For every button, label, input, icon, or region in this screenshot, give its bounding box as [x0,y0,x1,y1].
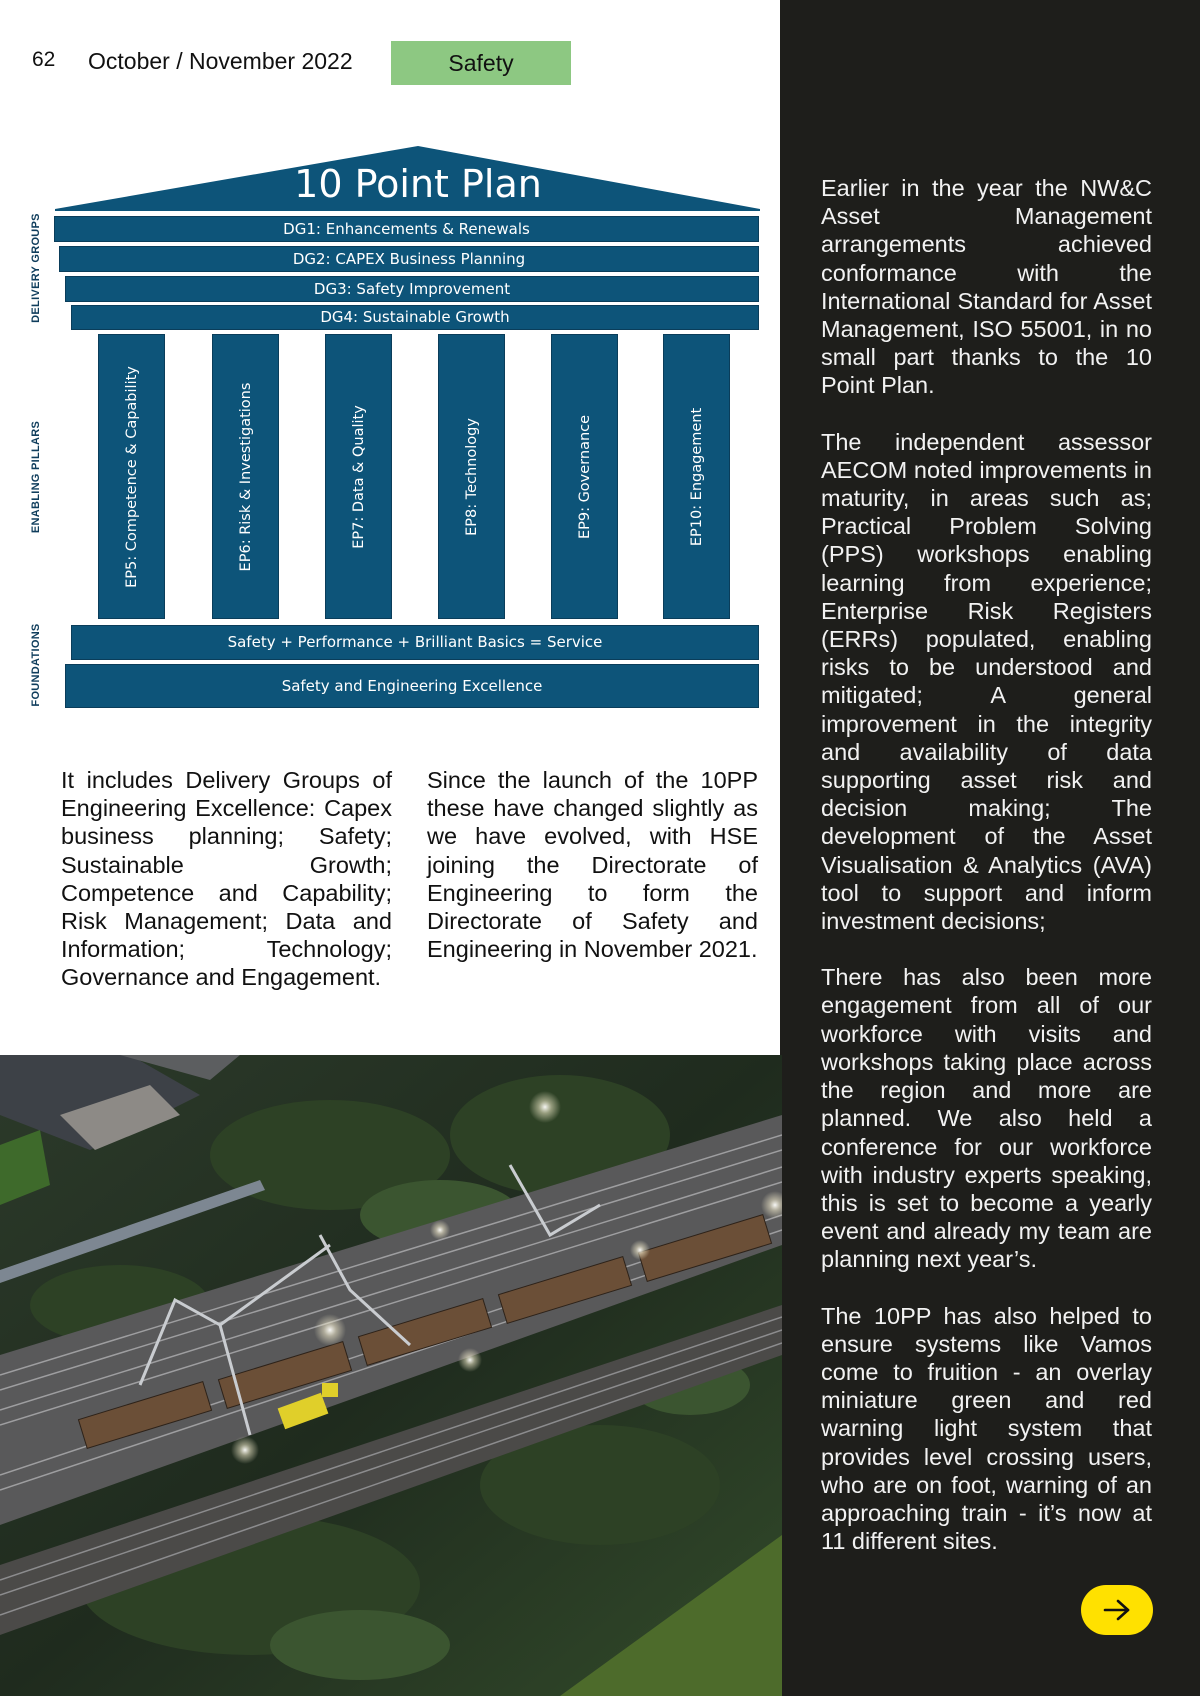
pillar [325,334,392,619]
pillar-label: EP10: Engagement [688,407,705,546]
right-paragraph: The independent assessor AECOM noted improvements in maturity, in areas such as; Practical Problem Solving (PPS) workshops enabling learning from experience; Enterprise Risk Registers (ERRs) populated, enabling risks to be understood and mitigated; A general improvement in the integrity and availability of data supporting asset risk and decision making; The development of the Asset Visualisation & Analytics (AVA) tool to support and inform investment decisions; [821,428,1152,935]
pillar [438,334,505,619]
delivery-group-bar: DG3: Safety Improvement [65,276,759,302]
pillar-label: EP5: Competence & Capability [123,365,140,588]
issue-date: October / November 2022 [88,48,353,74]
pillar-label: EP7: Data & Quality [350,404,367,549]
foundation-bar: Safety and Engineering Excellence [65,664,759,708]
ten-point-plan-diagram [0,140,780,720]
delivery-group-bar: DG1: Enhancements & Renewals [54,216,759,242]
next-page-button[interactable] [1081,1585,1153,1635]
aerial-railway-photo [0,1055,782,1696]
right-column-text [821,174,1152,1583]
right-paragraph: Earlier in the year the NW&C Asset Management arrangements achieved conformance with the International Standard for Asset Management, ISO 55001, in no small part thanks to the 10 Point Plan. [821,175,1152,399]
body-paragraph-left: It includes Delivery Groups of Engineering Excellence: Capex business planning; Safety; Sustainable Growth; Competence and Capability; Risk Management; Data and Information; Technology; Governance and Engagement. [61,767,392,991]
pillar [98,334,165,619]
photo-illustration [0,1055,782,1696]
arrow-right-icon [1102,1599,1132,1621]
side-label-delivery-groups: DELIVERY GROUPS [30,213,42,323]
section-tag: Safety [391,41,571,85]
pillar [551,334,618,619]
diagram-title: 10 Point Plan [294,162,542,206]
pillar-label: EP8: Technology [463,417,480,536]
body-paragraph-middle: Since the launch of the 10PP these have changed slightly as we have evolved, with HSE joining the Directorate of Engineering to form the Directorate of Safety and Engineering in November 2021. [427,767,758,963]
side-label-enabling-pillars: ENABLING PILLARS [30,420,42,534]
pillar-label: EP9: Governance [576,414,593,539]
pillar [212,334,279,619]
right-paragraph: The 10PP has also helped to ensure systems like Vamos come to fruition - an overlay miniature green and red warning light system that provides level crossing users, who are on foot, warning of an approaching train - it’s now at 11 different sites. [821,1302,1152,1555]
delivery-group-bar: DG4: Sustainable Growth [71,305,759,330]
right-paragraph: There has also been more engagement from all of our workforce with visits and workshops taking place across the region and more are planned. We also held a conference for our workforce with industry experts speaking, this is set to become a yearly event and already my team are planning next year’s. [821,964,1152,1273]
side-label-foundations: FOUNDATIONS [30,623,42,707]
page-number: 62 [32,48,56,71]
pillar [663,334,730,619]
delivery-group-bar: DG2: CAPEX Business Planning [59,246,759,272]
pillar-label: EP6: Risk & Investigations [237,382,254,571]
foundation-bar: Safety + Performance + Brilliant Basics = Service [71,625,759,660]
